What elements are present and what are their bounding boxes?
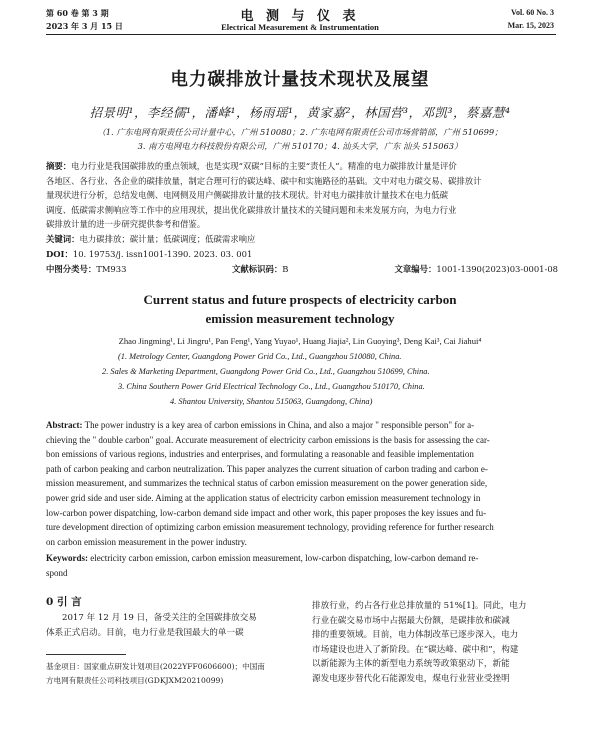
affiliation-cn-line: 3. 南方电网电力科技股份有限公司，广州 510170；4. 汕头大学，广东 汕头 515063） (137, 141, 463, 151)
affiliation-en-line: (1. Metrology Center, Guangdong Power Grid Co., Ltd., Guangzhou 510080, China. (118, 352, 402, 361)
intro-right-column (312, 599, 560, 687)
article-label: 文章编号： (394, 264, 437, 274)
header-volume-right: Vol. 60 No. 3 (510, 8, 554, 17)
abstract-en-label: Abstract: (46, 420, 83, 430)
keywords-en (46, 551, 558, 580)
intro-left-column (46, 611, 300, 640)
keywords-en-line: electricity carbon emission, carbon emission measurement, low-carbon dispatching, low-carbon demand re- (88, 553, 479, 563)
footnote-line: 基金项目：国家重点研发计划项目(2022YFF0606600)；中国南 (46, 662, 265, 671)
paper-title-cn: 电力碳排放计量技术现状及展望 (170, 70, 430, 90)
abstract-cn (46, 159, 556, 232)
doi-label: DOI： (46, 249, 73, 259)
affiliation-en-line: 2. Sales & Marketing Department, Guangdong Power Grid Co., Ltd., Guangzhou 510699, China. (102, 367, 430, 376)
abstract-en (46, 418, 558, 549)
article-value: 1001-1390(2023)03-0001-08 (436, 264, 558, 274)
doc-code (232, 262, 382, 277)
keywords-cn (46, 232, 556, 247)
intro-right-line: 排的重要领域。目前，电力体制改革已逐步深入，电力 (312, 630, 519, 641)
abstract-cn-line: 量现状进行分析，总结发电侧、电网侧及用户侧碳排放计量的技术现状。针对电力碳排放计量技术在电力低碳 (46, 190, 448, 201)
abstract-en-line: ture development direction of optimizing carbon emission measurement technology, providing reference for further research (46, 522, 494, 533)
intro-right-line: 市场建设也进入了新阶段。在“碳达峰、碳中和”，构建 (312, 644, 519, 655)
footnote-funding (46, 660, 265, 688)
abstract-en-line: power grid side and user side. Aiming at the application status of electricity carbon emission measurement technology in (46, 492, 481, 503)
header-date-left: 2023 年 3 月 15 日 (46, 21, 123, 31)
abstract-cn-line: 电力行业是我国碳排放的重点领域，也是实现“双碳”目标的主要“责任人”。精准的电力碳排放计量是评价 (71, 161, 457, 171)
journal-title-cn: 电 测 与 仪 表 (240, 9, 360, 24)
doc-label: 文献标识码： (232, 264, 283, 274)
authors-en: Zhao Jingming¹, Li Jingru¹, Pan Feng¹, Yang Yuyao¹, Huang Jiajia², Lin Guoying³, Deng Kai³, Cai Jiahui⁴ (118, 336, 482, 346)
keywords-en-label: Keywords: (46, 553, 88, 563)
intro-right-line: 行业在碳交易市场中占据最大份额，是碳排放和碳减 (312, 615, 510, 626)
section-heading-intro: 0 引 言 (46, 596, 82, 608)
journal-title-en: Electrical Measurement & Instrumentation (221, 22, 379, 32)
header-rule (46, 34, 556, 35)
doi-text: 10. 19753/j. issn1001-1390. 2023. 03. 001 (72, 249, 253, 259)
abstract-cn-line: 调度、低碳需求侧响应等工作中的应用现状，提出优化碳排放计量技术的关键问题和未来发展方向，为电力行业 (46, 204, 457, 215)
paper-title-en-line: Current status and future prospects of electricity carbon (143, 292, 457, 307)
intro-left-line: 体系正式启动。目前，电力行业是我国最大的单一碳 (46, 627, 244, 638)
abstract-en-line: on carbon emission measurement in the power industry. (46, 536, 247, 547)
abstract-en-line: bon emissions of various regions, industries and enterprises, and formulating a reasonable and feasible implementation (46, 449, 474, 460)
abstract-en-line: mission measurement, and summarizes the technical status of carbon emission measurement on the power generation side, (46, 478, 488, 489)
keywords-en-line: spond (46, 567, 68, 578)
authors-cn: 招景明¹，李经儒¹，潘峰¹，杨雨瑶¹，黄家嘉²，林国营³，邓凯³，蔡嘉慧⁴ (89, 105, 511, 120)
intro-right-line: 排放行业，约占各行业总排放量的 51%[1]。同此，电力 (312, 601, 527, 611)
abstract-cn-line: 各地区、各行业、各企业的碳排放量，制定合理可行的碳达峰、碳中和实施路径的基础。文中对电力碳交易、碳排放计 (46, 175, 482, 186)
affiliation-en-line: 3. China Southern Power Grid Electrical Technology Co., Ltd., Guangzhou 510170, China. (118, 382, 425, 391)
doi (46, 247, 556, 262)
clc-value: TM933 (96, 264, 127, 274)
footnote-line: 方电网有限责任公司科技项目(GDKJXM20210099) (46, 676, 224, 685)
intro-left-line: 2017 年 12 月 19 日，备受关注的全国碳排放交易 (62, 613, 257, 623)
abstract-en-line: The power industry is a key area of carbon emissions in China, and also a major " responsible person" for a- (82, 420, 475, 430)
keywords-cn-label: 关键词： (46, 234, 80, 244)
keywords-cn-text: 电力碳排放；碳计量；低碳调度；低碳需求响应 (79, 234, 256, 244)
paper-title-en-line: emission measurement technology (205, 311, 395, 326)
intro-right-line: 源发电逐步替代化石能源发电，煤电行业营业受挫明 (312, 673, 510, 684)
clc-label: 中图分类号： (46, 264, 97, 274)
header-volume-left: 第 60 卷 第 3 期 (46, 8, 109, 18)
footnote-rule (46, 654, 126, 655)
clc-number (46, 262, 246, 277)
doc-value: B (282, 264, 289, 274)
article-number (378, 262, 558, 277)
intro-right-line: 以新能源为主体的新型电力系统等政策驱动下，新能 (312, 659, 510, 670)
abstract-cn-label: 摘要： (46, 161, 72, 171)
abstract-cn-line: 碳排放计量的进一步研究提供参考和借鉴。 (46, 219, 206, 230)
abstract-en-line: low-carbon power dispatching, low-carbon demand side impact and other work, this paper proposes the key issues and fu- (46, 507, 487, 518)
header-date-right: Mar. 15, 2023 (507, 21, 554, 30)
abstract-en-line: chieving the " double carbon" goal. Accurate measurement of electricity carbon emissions is the basis for assessing the car- (46, 434, 490, 445)
affiliation-en-line: 4. Shantou University, Shantou 515063, Guangdong, China) (170, 397, 373, 406)
abstract-en-line: path of carbon peaking and carbon neutralization. This paper analyzes the current situation of carbon trading and carbon e- (46, 463, 488, 474)
affiliation-cn-line: （1. 广东电网有限责任公司计量中心，广州 510080；2. 广东电网有限责任公司市场营销部，广州 510699； (97, 127, 503, 137)
